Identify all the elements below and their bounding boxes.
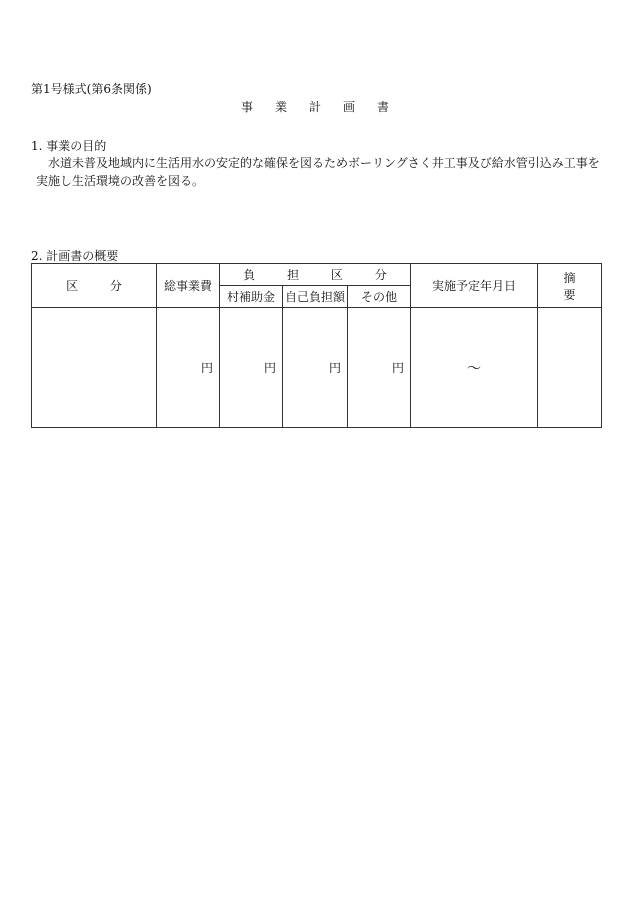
form-number: 第1号様式(第6条関係) (31, 82, 152, 96)
plan-overview-table (31, 263, 602, 428)
section-1-heading: 1. 事業の目的 (31, 139, 107, 153)
cell-summary (538, 308, 602, 428)
cell-self-burden: 円 (283, 308, 348, 428)
cell-village-subsidy: 円 (220, 308, 283, 428)
header-burden-group: 負 担 区 分 (220, 264, 411, 286)
header-summary: 摘 要 (538, 264, 602, 308)
header-self-burden: 自己負担額 (283, 286, 348, 308)
section-1-body: 水道未普及地域内に生活用水の安定的な確保を図るためボーリングさく井工事及び給水管引込み工事を実施し生活環境の改善を図る。 (36, 156, 600, 188)
cell-schedule: ～ (411, 308, 538, 428)
cell-category (32, 308, 157, 428)
cell-total-cost: 円 (157, 308, 220, 428)
header-schedule: 実施予定年月日 (411, 264, 538, 308)
table-row (32, 308, 602, 428)
header-other: その他 (348, 286, 411, 308)
section-2-heading: 2. 計画書の概要 (31, 249, 119, 263)
header-category: 区 分 (32, 264, 157, 308)
document-title: 事業計画書 (240, 100, 411, 114)
header-total-cost: 総事業費 (157, 264, 220, 308)
cell-other: 円 (348, 308, 411, 428)
header-village-subsidy: 村補助金 (220, 286, 283, 308)
